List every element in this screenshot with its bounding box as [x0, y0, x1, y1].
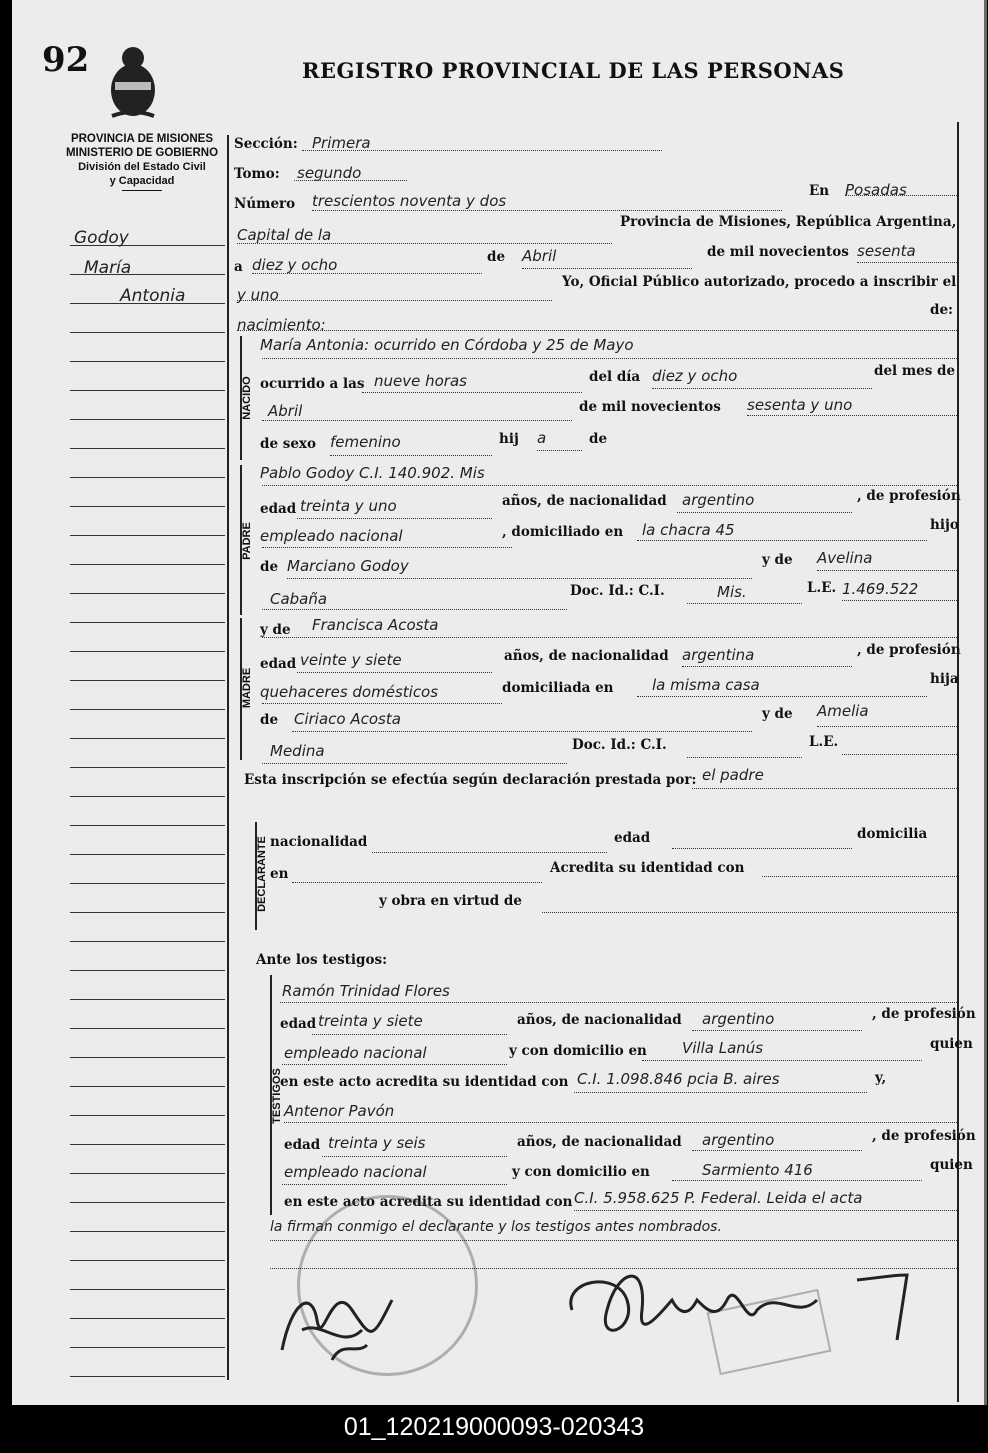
field-line [297, 672, 492, 673]
a-label: a [234, 259, 243, 275]
margin-rule [70, 419, 225, 420]
t1-doc-value: C.I. 1.098.846 pcia B. aires [577, 1070, 780, 1088]
margin-rule [70, 738, 225, 739]
margin-rule [70, 1231, 225, 1232]
mes-value: Abril [522, 247, 557, 265]
field-line [747, 415, 957, 416]
field-line [652, 388, 872, 389]
org-province: PROVINCIA DE MISIONES [70, 133, 214, 145]
numero-label: Número [234, 196, 296, 212]
field-line [297, 518, 492, 519]
y-de-label: y de [762, 552, 793, 568]
de2-label: de [589, 431, 608, 447]
register-page [12, 0, 987, 1405]
t1-y-label: y, [875, 1070, 887, 1086]
field-line [312, 1034, 507, 1035]
margin-rule [70, 564, 225, 565]
margin-rule [70, 709, 225, 710]
field-line [574, 1210, 957, 1211]
margin-rule [70, 883, 225, 884]
abuelos-le-value: 1.469.522 [842, 580, 919, 598]
t1-edad-value: treinta y siete [318, 1012, 423, 1030]
field-line [574, 1092, 867, 1093]
issuing-office [42, 132, 242, 191]
de-label: de [487, 249, 506, 265]
field-line [537, 450, 582, 451]
field-line [692, 788, 957, 789]
margin-rule [70, 796, 225, 797]
org-rule [122, 190, 162, 191]
margin-rule [70, 1086, 225, 1087]
madre-le-label: L.E. [809, 734, 839, 750]
madre-prof-value: quehaceres domésticos [260, 683, 439, 701]
t1-quien-label: quien [930, 1036, 973, 1052]
field-line [294, 180, 407, 181]
field-line [302, 150, 662, 151]
abuela-m-value: Amelia [817, 702, 869, 720]
margin-rule [70, 651, 225, 652]
field-line [282, 1064, 507, 1065]
nacido-name-value: María Antonia: ocurrido en Córdoba y 25 de Mayo [260, 336, 634, 354]
domiciliada-label: domiciliada en [502, 680, 614, 696]
en-label: En [809, 183, 830, 199]
del-dia-label: del día [589, 369, 641, 385]
field-line [330, 455, 492, 456]
t1-nac-value: argentino [702, 1010, 775, 1028]
field-line [262, 547, 512, 548]
field-line [237, 330, 957, 331]
margin-rule [70, 912, 225, 913]
org-ministry: MINISTERIO DE GOBIERNO [65, 147, 219, 159]
field-line [687, 603, 802, 604]
padre-side-label: PADRE [241, 522, 253, 560]
t2-edad-label: edad [284, 1137, 321, 1153]
abuelo-m-value: Ciriaco Acosta [294, 710, 401, 728]
field-line [262, 703, 502, 704]
t2-prof-value: empleado nacional [284, 1163, 427, 1181]
margin-rule [70, 361, 225, 362]
field-line [252, 273, 482, 274]
image-id-caption: 01_120219000093-020343 [0, 1405, 988, 1453]
acredita-label: Acredita su identidad con [550, 860, 745, 876]
field-line [817, 726, 957, 727]
field-line [262, 485, 957, 486]
field-line [845, 195, 957, 196]
coat-of-arms-icon [102, 44, 164, 122]
margin-rule [70, 477, 225, 478]
margin-rule [70, 1057, 225, 1058]
hij-value: a [537, 429, 547, 447]
padre-anos-label: años, de nacionalidad [502, 493, 667, 509]
nacido-side-label: NACIDO [241, 376, 253, 420]
obra-label: y obra en virtud de [379, 893, 522, 909]
abuela-m2-value: Medina [270, 742, 325, 760]
margin-rule [70, 1318, 225, 1319]
org-capacity: y Capacidad [109, 175, 175, 187]
t2-dom-label: y con domicilio en [512, 1164, 650, 1180]
closing-value: la firman conmigo el declarante y los testigos antes nombrados. [270, 1219, 722, 1235]
hij-label: hij [499, 431, 519, 447]
right-border [957, 122, 959, 1402]
field-line [312, 210, 782, 211]
declaracion-label: Esta inscripción se efectúa según declaración prestada por: [244, 772, 697, 788]
anio2-value: y uno [237, 286, 279, 304]
margin-second-name: Antonia [120, 286, 186, 306]
field-line [362, 392, 582, 393]
margin-rule [70, 622, 225, 623]
document-title: REGISTRO PROVINCIAL DE LAS PERSONAS [302, 58, 845, 83]
field-line [292, 731, 752, 732]
hijo-label: hijo [930, 517, 959, 533]
field-line [762, 876, 957, 877]
t1-anos-label: años, de nacionalidad [517, 1012, 682, 1028]
margin-rule [70, 332, 225, 333]
t2-anos-label: años, de nacionalidad [517, 1134, 682, 1150]
field-line [262, 358, 957, 359]
margin-rule [70, 941, 225, 942]
field-line [262, 763, 567, 764]
margin-rule [70, 767, 225, 768]
testigo1-value: Ramón Trinidad Flores [282, 982, 450, 1000]
madre-prof-label: , de profesión [857, 642, 961, 658]
field-line [672, 1180, 922, 1181]
field-line [237, 300, 552, 301]
field-line [857, 262, 957, 263]
field-line [677, 512, 852, 513]
madre-side-label: MADRE [241, 667, 253, 709]
t1-acto-label: en este acto acredita su identidad con [280, 1074, 569, 1090]
t2-doc-value: C.I. 5.958.625 P. Federal. Leida el acta [574, 1189, 863, 1207]
sexo-value: femenino [330, 433, 401, 451]
dia2-value: diez y ocho [652, 367, 738, 385]
tomo-label: Tomo: [234, 166, 280, 182]
field-line [672, 848, 852, 849]
field-line [542, 912, 957, 913]
field-line [687, 757, 802, 758]
margin-rule [70, 970, 225, 971]
anio3-value: sesenta y uno [747, 396, 853, 414]
t1-prof-label: , de profesión [872, 1006, 976, 1022]
org-division: División del Estado Civil [78, 161, 206, 173]
madre-nac-value: argentina [682, 646, 755, 664]
hija-label: hija [930, 671, 959, 687]
madre-dom-value: la misma casa [652, 676, 760, 694]
testigos-side-label: TESTIGOS [271, 1068, 283, 1124]
t2-nac-value: argentino [702, 1131, 775, 1149]
padre-nac-value: argentino [682, 491, 755, 509]
y-de2-label: y de [260, 622, 291, 638]
field-line [237, 243, 612, 244]
official-signature [557, 1250, 927, 1360]
anio-value: sesenta [857, 242, 916, 260]
field-line [284, 1122, 957, 1123]
field-line [280, 1002, 957, 1003]
witness-signatures [272, 1260, 422, 1370]
t1-edad-label: edad [280, 1016, 317, 1032]
abuela-p2-value: Cabaña [270, 590, 328, 608]
hora-value: nueve horas [374, 372, 467, 390]
sexo-label: de sexo [260, 436, 316, 452]
field-line [262, 637, 957, 638]
madre-value: Francisca Acosta [312, 616, 439, 634]
numero-value: trescientos noventa y dos [312, 192, 507, 210]
mes2-value: Abril [268, 402, 303, 420]
capital-value: Capital de la [237, 226, 332, 244]
del-mes-label: del mes de [874, 363, 956, 379]
padre-prof-value: empleado nacional [260, 527, 403, 545]
t2-edad-value: treinta y seis [328, 1134, 426, 1152]
margin-rule [70, 1260, 225, 1261]
madre-edad-value: veinte y siete [300, 651, 402, 669]
t2-quien-label: quien [930, 1157, 973, 1173]
padre-doc-label: Doc. Id.: C.I. [570, 583, 665, 599]
en2-label: en [270, 866, 289, 882]
field-line [817, 570, 957, 571]
margin-first-name: María [84, 258, 132, 278]
seccion-value: Primera [312, 134, 371, 152]
de-colon-label: de: [930, 302, 954, 318]
padre-prof-label: , de profesión [857, 488, 961, 504]
t1-dom-value: Villa Lanús [682, 1039, 764, 1057]
madre-edad-label: edad [260, 656, 297, 672]
field-line [692, 1150, 862, 1151]
field-line [682, 666, 852, 667]
margin-rule [70, 1376, 225, 1377]
testigos-label: Ante los testigos: [256, 952, 388, 968]
margin-rule [70, 854, 225, 855]
margin-rule [70, 390, 225, 391]
padre-dom-value: la chacra 45 [642, 521, 735, 539]
t2-acto-label: en este acto acredita su identidad con [284, 1194, 573, 1210]
field-line [287, 578, 752, 579]
field-line [262, 609, 567, 610]
t1-prof-value: empleado nacional [284, 1044, 427, 1062]
field-line [322, 1156, 507, 1157]
field-line [692, 1030, 862, 1031]
field-line [282, 1184, 507, 1185]
provincia-label: Provincia de Misiones, República Argentina, [620, 214, 957, 230]
dia-value: diez y ocho [252, 256, 338, 274]
margin-rule [70, 1173, 225, 1174]
margin-rule [70, 535, 225, 536]
padre-value: Pablo Godoy C.I. 140.902. Mis [260, 464, 485, 482]
page-number: 92 [42, 40, 90, 80]
mil-label: de mil novecientos [707, 244, 849, 260]
field-line [292, 882, 542, 883]
de3-label: de [260, 559, 279, 575]
margin-rule [70, 1115, 225, 1116]
tomo-value: segundo [297, 164, 362, 182]
padre-edad-value: treinta y uno [300, 497, 397, 515]
padre-le-label: L.E. [807, 580, 837, 596]
margin-rule [70, 999, 225, 1000]
madre-doc-label: Doc. Id.: C.I. [572, 737, 667, 753]
madre-de-label: de [260, 712, 279, 728]
en-value: Posadas [845, 181, 907, 199]
seccion-label: Sección: [234, 136, 298, 152]
padre-edad-label: edad [260, 501, 297, 517]
field-line [522, 268, 692, 269]
ocurrido-label: ocurrido a las [260, 376, 365, 392]
field-line [637, 696, 927, 697]
t1-dom-label: y con domicilio en [509, 1043, 647, 1059]
margin-rule [70, 1028, 225, 1029]
abuelos-doc-value: Mis. [717, 583, 747, 601]
nacionalidad-label: nacionalidad [270, 834, 368, 850]
field-line [642, 1060, 922, 1061]
madre-anos-label: años, de nacionalidad [504, 648, 669, 664]
domicilia-label: domicilia [857, 826, 928, 842]
margin-rule [70, 506, 225, 507]
margin-surname: Godoy [74, 228, 129, 248]
margin-rule [70, 1202, 225, 1203]
margin-rule [70, 1144, 225, 1145]
field-line [637, 540, 927, 541]
margin-rule [70, 448, 225, 449]
field-line [262, 420, 572, 421]
domiciliado-label: , domiciliado en [502, 524, 624, 540]
acta-value: nacimiento: [237, 316, 326, 334]
madre-y-de-label: y de [762, 706, 793, 722]
oficial-label: Yo, Oficial Público autorizado, procedo a inscribir el [562, 274, 957, 290]
margin-divider [227, 135, 229, 1380]
margin-rule [70, 1289, 225, 1290]
edad2-label: edad [614, 830, 651, 846]
margin-rule [70, 1347, 225, 1348]
mil2-label: de mil novecientos [579, 399, 721, 415]
field-line [372, 852, 607, 853]
field-line [842, 754, 957, 755]
margin-rule [70, 825, 225, 826]
margin-rule [70, 680, 225, 681]
margin-rule [70, 593, 225, 594]
t2-dom-value: Sarmiento 416 [702, 1161, 813, 1179]
declarante-value: el padre [702, 766, 764, 784]
declarante-side-label: DECLARANTE [256, 836, 268, 912]
field-line [842, 600, 957, 601]
t2-prof-label: , de profesión [872, 1128, 976, 1144]
testigo2-value: Antenor Pavón [284, 1102, 395, 1120]
abuela-p-value: Avelina [817, 549, 873, 567]
abuelo-p-value: Marciano Godoy [287, 557, 409, 575]
